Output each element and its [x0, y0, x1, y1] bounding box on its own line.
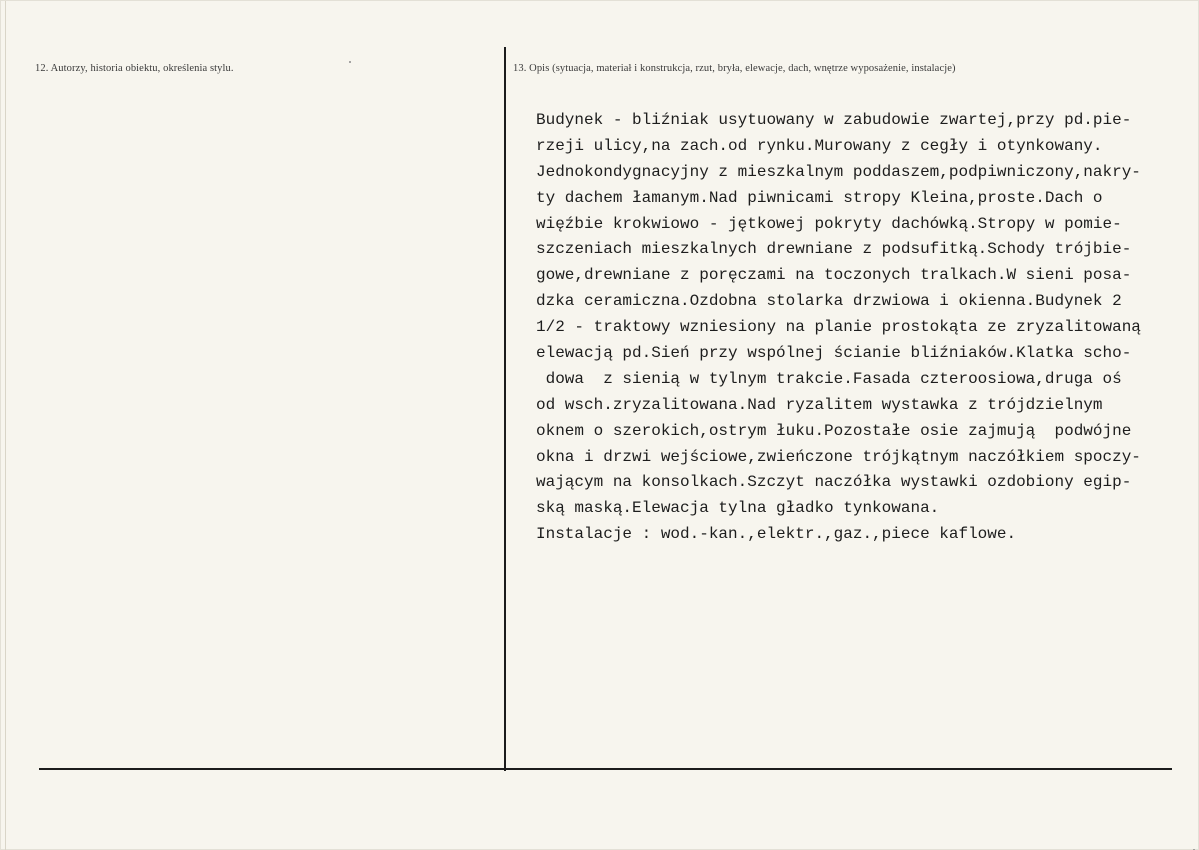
typed-line: szczeniach mieszkalnych drewniane z podsufitką.Schody trójbie- — [536, 240, 1132, 259]
typed-line: elewacją pd.Sień przy wspólnej ścianie bliźniaków.Klatka scho- — [536, 344, 1132, 363]
page-edge-line — [5, 1, 6, 850]
paper-speck — [349, 61, 351, 63]
typed-description — [536, 108, 1176, 548]
typed-line: dowa z sienią w tylnym trakcie.Fasada czteroosiowa,druga oś — [536, 369, 1122, 388]
typed-line: Jednokondygnacyjny z mieszkalnym poddaszem,podpiwniczony,nakry- — [536, 162, 1141, 181]
typed-line: 1/2 - traktowy wzniesiony na planie prostokąta ze zryzalitowaną — [536, 318, 1141, 337]
typed-line: ską maską.Elewacja tylna gładko tynkowana. — [536, 499, 940, 518]
typed-line: dzka ceramiczna.Ozdobna stolarka drzwiowa i okienna.Budynek 2 — [536, 292, 1122, 311]
typed-line: więźbie krokwiowo - jętkowej pokryty dachówką.Stropy w pomie- — [536, 214, 1122, 233]
vertical-divider — [504, 47, 506, 771]
typed-line: ty dachem łamanym.Nad piwnicami stropy Kleina,proste.Dach o — [536, 188, 1103, 207]
section-12-label: 12. Autorzy, historia obiektu, określenia stylu. — [35, 63, 234, 74]
typed-line: Budynek - bliźniak usytuowany w zabudowie zwartej,przy pd.pie- — [536, 111, 1132, 129]
horizontal-divider — [39, 768, 1172, 770]
typed-line: rzeji ulicy,na zach.od rynku.Murowany z cegły i otynkowany. — [536, 136, 1103, 155]
typed-line: oknem o szerokich,ostrym łuku.Pozostałe osie zajmują podwójne — [536, 421, 1132, 440]
typed-line: gowe,drewniane z poręczami na toczonych tralkach.W sieni posa- — [536, 266, 1132, 285]
section-13-label: 13. Opis (sytuacja, materiał i konstrukcja, rzut, bryła, elewacje, dach, wnętrze wyposażenie, instalacje) — [513, 63, 956, 74]
typed-line: okna i drzwi wejściowe,zwieńczone trójkątnym naczółkiem spoczy- — [536, 447, 1141, 466]
typed-line: od wsch.zryzalitowana.Nad ryzalitem wystawka z trójdzielnym — [536, 395, 1103, 414]
typed-line: Instalacje : wod.-kan.,elektr.,gaz.,piece kaflowe. — [536, 525, 1017, 544]
typed-line: wającym na konsolkach.Szczyt naczółka wystawki ozdobiony egip- — [536, 473, 1132, 492]
